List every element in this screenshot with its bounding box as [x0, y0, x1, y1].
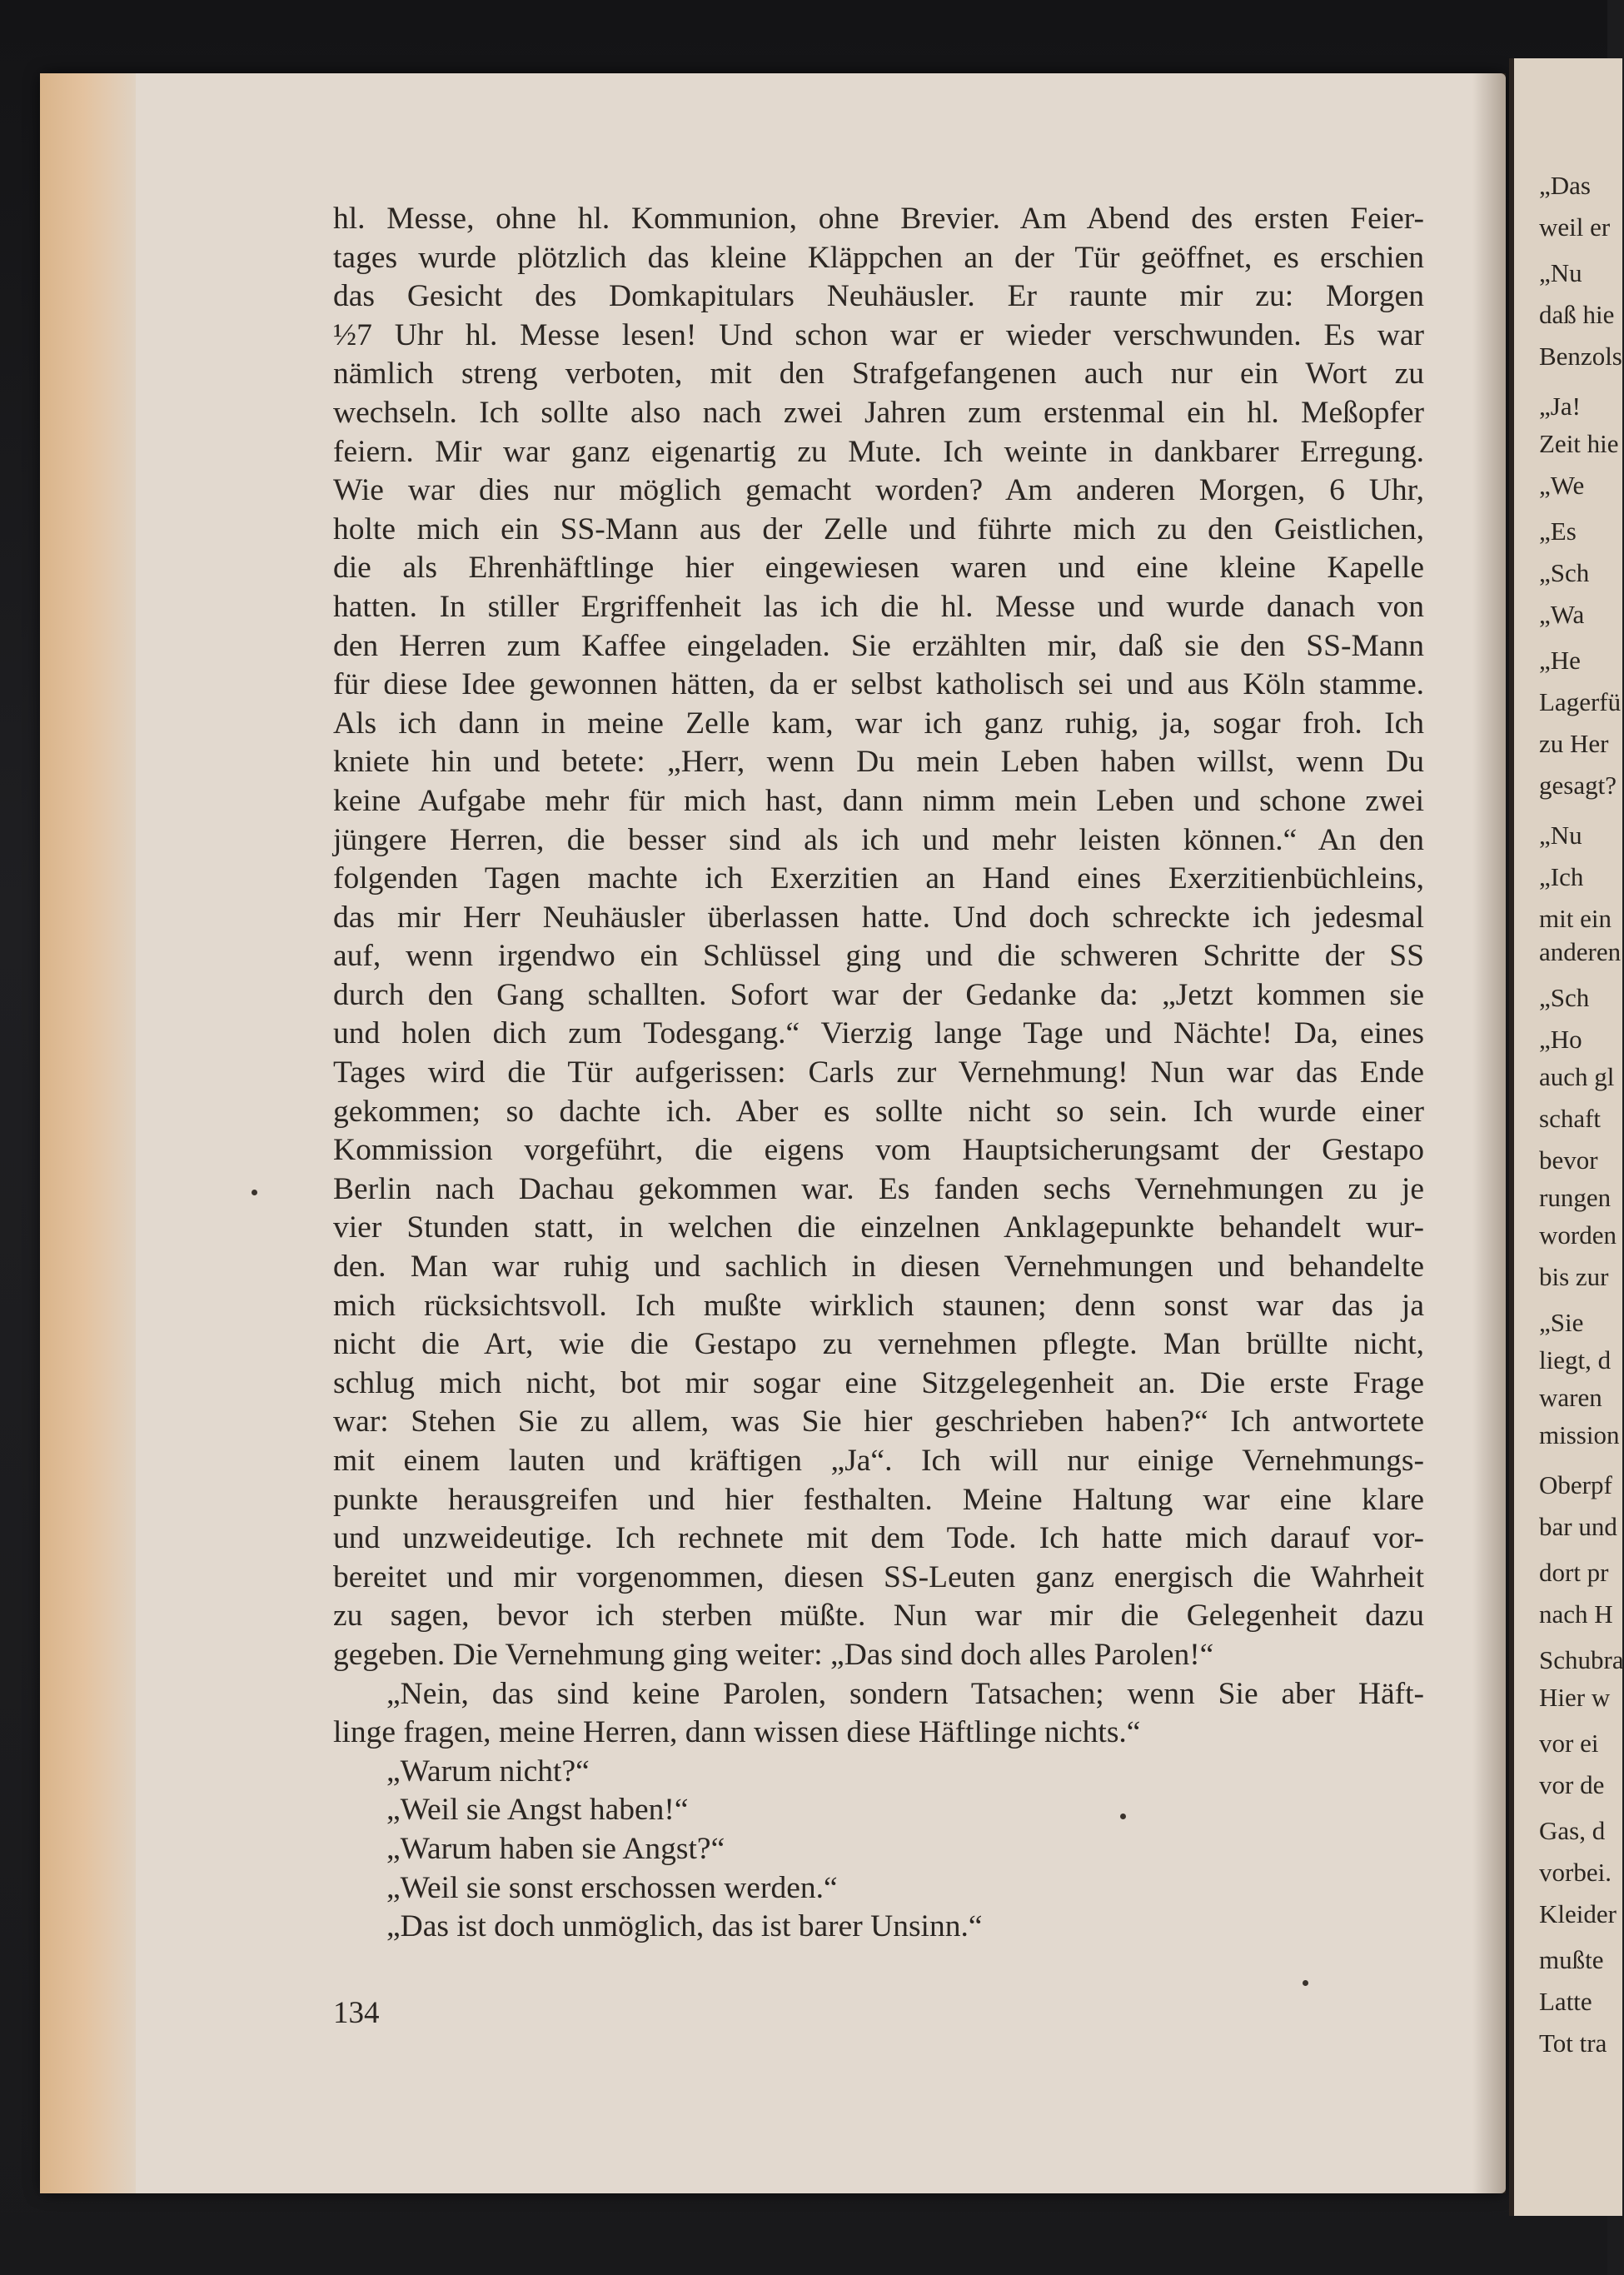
adjacent-page-fragment: dort pr [1539, 1558, 1609, 1587]
text-line: und unzweideutige. Ich rechnete mit dem Tode. Ich hatte mich darauf vor- [333, 1521, 1424, 1556]
text-line: schlug mich nicht, bot mir sogar eine Sitzgelegenheit an. Die erste Frage [333, 1365, 1424, 1400]
text-line: gegeben. Die Vernehmung ging weiter: „Das sind doch alles Parolen!“ [333, 1637, 1214, 1672]
adjacent-page [1509, 58, 1622, 2216]
ink-speck [1303, 1980, 1308, 1986]
dialogue-line: „Warum haben sie Angst?“ [386, 1831, 725, 1866]
adjacent-page-fragment: vor ei [1539, 1729, 1599, 1758]
adjacent-page-fragment: waren [1539, 1383, 1602, 1412]
dialogue-line: „Weil sie sonst erschossen werden.“ [386, 1870, 838, 1905]
text-line: Tages wird die Tür aufgerissen: Carls zur Vernehmung! Nun war das Ende [333, 1055, 1424, 1090]
text-line: auf, wenn irgendwo ein Schlüssel ging und die schweren Schritte der SS [333, 939, 1424, 974]
text-line: Wie war dies nur möglich gemacht worden? Am anderen Morgen, 6 Uhr, [333, 473, 1424, 508]
adjacent-page-fragment: Tot tra [1539, 2028, 1607, 2058]
text-line: nicht die Art, wie die Gestapo zu vernehmen pflegte. Man brüllte nicht, [333, 1327, 1424, 1362]
adjacent-page-fragment: Schubra [1539, 1645, 1624, 1674]
adjacent-page-fragment: bar und [1539, 1512, 1617, 1541]
adjacent-page-fragment: „Es [1539, 516, 1577, 546]
adjacent-page-fragment: zu Her [1539, 729, 1609, 758]
text-line: jüngere Herren, die besser sind als ich und mehr leisten können.“ An den [333, 822, 1424, 857]
text-line: hl. Messe, ohne hl. Kommunion, ohne Brevier. Am Abend des ersten Feier- [333, 202, 1424, 236]
adjacent-page-fragment: daß hie [1539, 300, 1615, 329]
text-line: das mir Herr Neuhäusler überlassen hatte. Und doch schreckte ich jedesmal [333, 900, 1424, 935]
text-line: punkte herausgreifen und hier festhalten. Meine Haltung war eine klare [333, 1482, 1424, 1517]
adjacent-page-fragment: Hier w [1539, 1683, 1611, 1712]
text-line: linge fragen, meine Herren, dann wissen diese Häftlinge nichts.“ [333, 1715, 1141, 1750]
text-line: „Nein, das sind keine Parolen, sondern Tatsachen; wenn Sie aber Häft- [386, 1676, 1424, 1711]
adjacent-page-fragment: „He [1539, 646, 1581, 675]
adjacent-page-fragment: mission [1539, 1420, 1620, 1449]
adjacent-page-fragment: „We [1539, 471, 1585, 500]
dialogue-line: „Das ist doch unmöglich, das ist barer Unsinn.“ [386, 1909, 983, 1944]
text-line: und holen dich zum Todesgang.“ Vierzig lange Tage und Nächte! Da, eines [333, 1016, 1424, 1051]
adjacent-page-fragment: Zeit hie [1539, 429, 1619, 458]
text-line: tages wurde plötzlich das kleine Kläppchen an der Tür geöffnet, es erschien [333, 240, 1424, 275]
page-number: 134 [333, 1996, 380, 2030]
text-line: die als Ehrenhäftlinge hier eingewiesen waren und eine kleine Kapelle [333, 551, 1424, 586]
adjacent-page-fragment: „Nu [1539, 821, 1582, 850]
text-line: gekommen; so dachte ich. Aber es sollte nicht so sein. Ich wurde einer [333, 1094, 1424, 1129]
adjacent-page-fragment: Benzols [1539, 342, 1622, 371]
text-line: holte mich ein SS-Mann aus der Zelle und führte mich zu den Geistlichen, [333, 511, 1424, 546]
text-line: den. Man war ruhig und sachlich in diesen Vernehmungen und behandelte [333, 1250, 1424, 1285]
adjacent-page-fragment: Lagerfü [1539, 687, 1622, 716]
dialogue-line: „Warum nicht?“ [386, 1754, 590, 1789]
text-line: kniete hin und betete: „Herr, wenn Du mein Leben haben willst, wenn Du [333, 745, 1424, 780]
page-gutter-shadow [1472, 73, 1506, 2193]
adjacent-page-fragment: schaft [1539, 1104, 1602, 1133]
adjacent-page-fragment: „Das [1539, 171, 1591, 200]
adjacent-page-fragment: „Sch [1539, 558, 1590, 587]
text-line: feiern. Mir war ganz eigenartig zu Mute. Ich weinte in dankbarer Erregung. [333, 434, 1424, 469]
text-line: Kommission vorgeführt, die eigens vom Hauptsicherungsamt der Gestapo [333, 1133, 1424, 1168]
adjacent-page-fragment: mußte [1539, 1945, 1604, 1974]
ink-speck [1120, 1814, 1126, 1819]
text-line: Als ich dann in meine Zelle kam, war ich ganz ruhig, ja, sogar froh. Ich [333, 706, 1424, 741]
adjacent-page-fragment: liegt, d [1539, 1345, 1612, 1374]
text-line: das Gesicht des Domkapitulars Neuhäusler. Er raunte mir zu: Morgen [333, 279, 1424, 314]
text-line: zu sagen, bevor ich sterben müßte. Nun war mir die Gelegenheit dazu [333, 1599, 1424, 1634]
text-line: keine Aufgabe mehr für mich hast, dann nimm mein Leben und schone zwei [333, 783, 1424, 818]
text-line: hatten. In stiller Ergriffenheit las ich die hl. Messe und wurde danach von [333, 589, 1424, 624]
adjacent-page-fragment: gesagt? [1539, 771, 1617, 800]
adjacent-page-fragment: „Sie [1539, 1308, 1584, 1337]
adjacent-page-fragment: worden [1539, 1220, 1617, 1250]
adjacent-page-fragment: bevor [1539, 1145, 1598, 1175]
adjacent-page-fragment: mit ein [1539, 904, 1612, 933]
adjacent-page-fragment: vorbei. [1539, 1858, 1612, 1887]
text-line: wechseln. Ich sollte also nach zwei Jahren zum erstenmal ein hl. Meßopfer [333, 395, 1424, 430]
adjacent-page-fragment: „Nu [1539, 258, 1582, 287]
adjacent-page-fragment: „Ich [1539, 862, 1584, 891]
dialogue-line: „Weil sie Angst haben!“ [386, 1793, 689, 1828]
text-line: vier Stunden statt, in welchen die einzelnen Anklagepunkte behandelt wur- [333, 1210, 1424, 1245]
text-line: bereitet und mir vorgenommen, diesen SS-Leuten ganz energisch die Wahrheit [333, 1559, 1424, 1594]
text-line: ½7 Uhr hl. Messe lesen! Und schon war er wieder verschwunden. Es war [333, 317, 1424, 352]
ink-speck [252, 1190, 257, 1195]
text-line: mich rücksichtsvoll. Ich mußte wirklich staunen; denn sonst war das ja [333, 1288, 1424, 1323]
adjacent-page-fragment: bis zur [1539, 1262, 1609, 1291]
adjacent-page-fragment: Kleider [1539, 1899, 1617, 1928]
text-line: nämlich streng verboten, mit den Strafgefangenen auch nur ein Wort zu [333, 357, 1424, 392]
page-body-text [333, 200, 1424, 1947]
text-line: war: Stehen Sie zu allem, was Sie hier geschrieben haben?“ Ich antwortete [333, 1404, 1424, 1439]
page-edge [40, 73, 136, 2193]
adjacent-page-fragment: Gas, d [1539, 1816, 1606, 1845]
text-line: den Herren zum Kaffee eingeladen. Sie erzählten mir, daß sie den SS-Mann [333, 628, 1424, 663]
adjacent-page-fragment: „Wa [1539, 600, 1585, 629]
adjacent-page-fragment: nach H [1539, 1599, 1613, 1629]
adjacent-page-fragment: Latte [1539, 1987, 1592, 2016]
text-line: Berlin nach Dachau gekommen war. Es fanden sechs Vernehmungen zu je [333, 1171, 1424, 1206]
adjacent-page-fragment: anderen [1539, 937, 1622, 966]
text-line: mit einem lauten und kräftigen „Ja“. Ich will nur einige Vernehmungs- [333, 1444, 1424, 1478]
adjacent-page-fragment: rungen [1539, 1183, 1612, 1212]
adjacent-page-fragment: „Ja! [1539, 392, 1581, 421]
adjacent-page-fragment: Oberpf [1539, 1470, 1612, 1499]
adjacent-page-fragment: auch gl [1539, 1062, 1615, 1091]
adjacent-page-fragment: „Ho [1539, 1025, 1582, 1054]
text-line: folgenden Tagen machte ich Exerzitien an Hand eines Exerzitienbüchleins, [333, 861, 1424, 896]
text-line: für diese Idee gewonnen hätten, da er selbst katholisch sei und aus Köln stamme. [333, 667, 1424, 702]
adjacent-page-fragment: weil er [1539, 212, 1611, 242]
adjacent-page-fragment: vor de [1539, 1770, 1605, 1799]
adjacent-page-fragment: „Sch [1539, 983, 1590, 1012]
text-line: durch den Gang schallten. Sofort war der Gedanke da: „Jetzt kommen sie [333, 977, 1424, 1012]
